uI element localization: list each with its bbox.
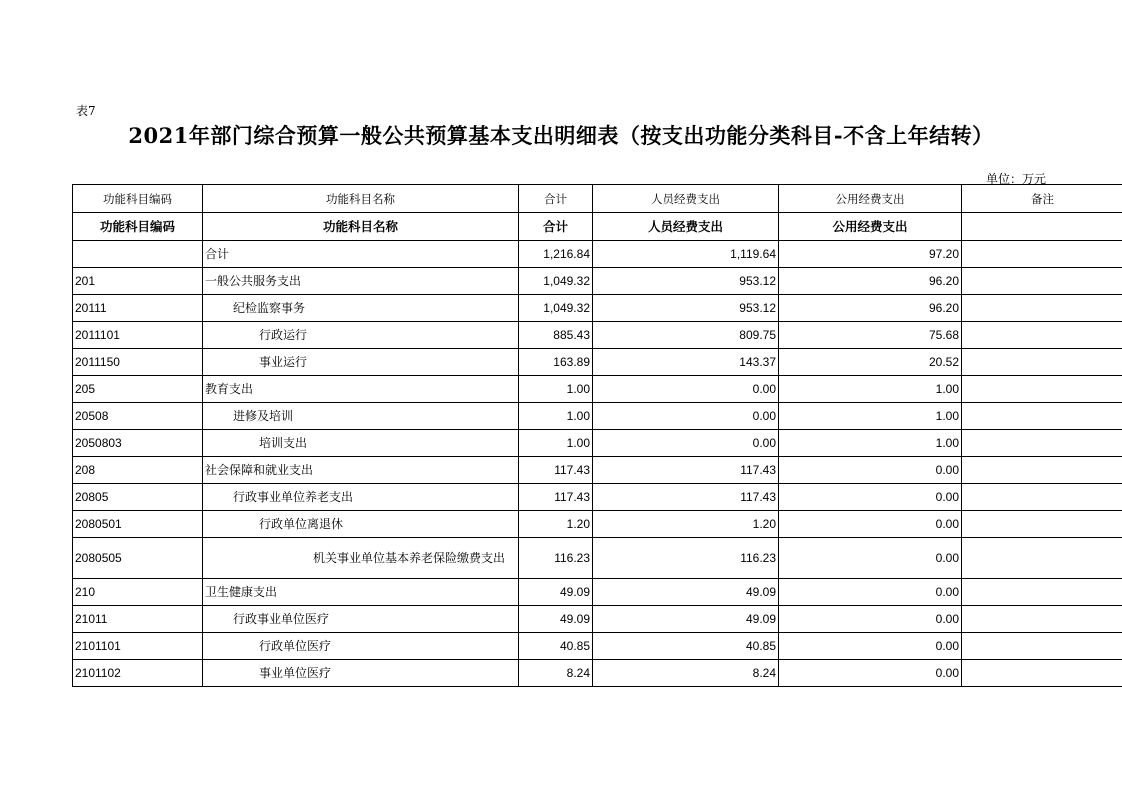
remark-cell (962, 538, 1122, 579)
personnel-cell: 953.12 (593, 295, 779, 322)
header-cell: 合计 (519, 213, 593, 241)
total-cell: 8.24 (519, 660, 593, 687)
header-cell: 功能科目名称 (203, 185, 519, 213)
total-cell: 1.00 (519, 376, 593, 403)
code-cell: 20111 (73, 295, 203, 322)
name-cell: 纪检监察事务 (203, 295, 519, 322)
code-cell: 20805 (73, 484, 203, 511)
code-cell: 2011150 (73, 349, 203, 376)
public-cell: 0.00 (779, 511, 962, 538)
remark-cell (962, 430, 1122, 457)
remark-cell (962, 457, 1122, 484)
remark-cell (962, 322, 1122, 349)
table-row (73, 579, 1122, 606)
personnel-cell: 143.37 (593, 349, 779, 376)
remark-cell (962, 579, 1122, 606)
personnel-cell: 1.20 (593, 511, 779, 538)
public-cell: 1.00 (779, 376, 962, 403)
header-cell: 合计 (519, 185, 593, 213)
name-cell: 行政运行 (203, 322, 519, 349)
table-row (73, 349, 1122, 376)
total-cell: 1,216.84 (519, 241, 593, 268)
total-cell: 1.20 (519, 511, 593, 538)
page-title: 2021年部门综合预算一般公共预算基本支出明细表（按支出功能分类科目-不含上年结转） (128, 123, 994, 148)
total-cell: 885.43 (519, 322, 593, 349)
header-cell: 公用经费支出 (779, 185, 962, 213)
remark-cell (962, 606, 1122, 633)
personnel-cell: 953.12 (593, 268, 779, 295)
code-cell: 208 (73, 457, 203, 484)
table-row (73, 430, 1122, 457)
name-cell: 合计 (203, 241, 519, 268)
personnel-cell: 809.75 (593, 322, 779, 349)
personnel-cell: 40.85 (593, 633, 779, 660)
total-cell: 49.09 (519, 606, 593, 633)
remark-cell (962, 633, 1122, 660)
public-cell: 20.52 (779, 349, 962, 376)
remark-cell (962, 295, 1122, 322)
total-cell: 1,049.32 (519, 268, 593, 295)
total-cell: 116.23 (519, 538, 593, 579)
header-cell: 人员经费支出 (593, 185, 779, 213)
code-cell: 201 (73, 268, 203, 295)
total-cell: 163.89 (519, 349, 593, 376)
name-cell: 进修及培训 (203, 403, 519, 430)
header-row-1 (73, 185, 1122, 213)
total-cell: 117.43 (519, 457, 593, 484)
name-cell: 行政事业单位养老支出 (203, 484, 519, 511)
public-cell: 97.20 (779, 241, 962, 268)
public-cell: 0.00 (779, 660, 962, 687)
total-cell: 1,049.32 (519, 295, 593, 322)
public-cell: 0.00 (779, 633, 962, 660)
table-row (73, 660, 1122, 687)
code-cell: 2011101 (73, 322, 203, 349)
table-row (73, 484, 1122, 511)
name-cell: 事业单位医疗 (203, 660, 519, 687)
table-row (73, 403, 1122, 430)
public-cell: 96.20 (779, 295, 962, 322)
public-cell: 96.20 (779, 268, 962, 295)
public-cell: 0.00 (779, 538, 962, 579)
code-cell: 2080505 (73, 538, 203, 579)
total-cell: 1.00 (519, 430, 593, 457)
table-row (73, 268, 1122, 295)
table-row (73, 457, 1122, 484)
name-cell: 教育支出 (203, 376, 519, 403)
table-row (73, 538, 1122, 579)
table-row (73, 295, 1122, 322)
remark-cell (962, 268, 1122, 295)
public-cell: 0.00 (779, 606, 962, 633)
personnel-cell: 0.00 (593, 376, 779, 403)
total-cell: 1.00 (519, 403, 593, 430)
personnel-cell: 117.43 (593, 457, 779, 484)
header-cell: 功能科目名称 (203, 213, 519, 241)
header-cell (962, 213, 1122, 241)
personnel-cell: 116.23 (593, 538, 779, 579)
name-cell: 事业运行 (203, 349, 519, 376)
code-cell (73, 241, 203, 268)
personnel-cell: 49.09 (593, 579, 779, 606)
remark-cell (962, 376, 1122, 403)
name-cell: 行政事业单位医疗 (203, 606, 519, 633)
name-cell: 一般公共服务支出 (203, 268, 519, 295)
table-row (73, 633, 1122, 660)
code-cell: 2101102 (73, 660, 203, 687)
code-cell: 205 (73, 376, 203, 403)
name-cell: 卫生健康支出 (203, 579, 519, 606)
table-row (73, 376, 1122, 403)
remark-cell (962, 349, 1122, 376)
header-cell: 功能科目编码 (73, 185, 203, 213)
budget-table (72, 184, 1122, 687)
code-cell: 21011 (73, 606, 203, 633)
name-cell: 行政单位离退休 (203, 511, 519, 538)
table-row (73, 241, 1122, 268)
total-cell: 40.85 (519, 633, 593, 660)
name-cell: 培训支出 (203, 430, 519, 457)
code-cell: 2101101 (73, 633, 203, 660)
remark-cell (962, 241, 1122, 268)
header-cell: 公用经费支出 (779, 213, 962, 241)
name-cell: 社会保障和就业支出 (203, 457, 519, 484)
personnel-cell: 0.00 (593, 430, 779, 457)
public-cell: 1.00 (779, 403, 962, 430)
header-cell: 备注 (962, 185, 1122, 213)
remark-cell (962, 484, 1122, 511)
personnel-cell: 1,119.64 (593, 241, 779, 268)
public-cell: 75.68 (779, 322, 962, 349)
code-cell: 210 (73, 579, 203, 606)
code-cell: 2050803 (73, 430, 203, 457)
table-row (73, 606, 1122, 633)
public-cell: 0.00 (779, 457, 962, 484)
personnel-cell: 8.24 (593, 660, 779, 687)
total-cell: 117.43 (519, 484, 593, 511)
unit-label: 单位：万元 (985, 172, 1046, 186)
name-cell: 行政单位医疗 (203, 633, 519, 660)
public-cell: 0.00 (779, 484, 962, 511)
personnel-cell: 0.00 (593, 403, 779, 430)
personnel-cell: 49.09 (593, 606, 779, 633)
table-row (73, 322, 1122, 349)
personnel-cell: 117.43 (593, 484, 779, 511)
remark-cell (962, 511, 1122, 538)
remark-cell (962, 660, 1122, 687)
total-cell: 49.09 (519, 579, 593, 606)
code-cell: 20508 (73, 403, 203, 430)
public-cell: 1.00 (779, 430, 962, 457)
name-cell: 机关事业单位基本养老保险缴费支出 (203, 538, 519, 579)
remark-cell (962, 403, 1122, 430)
table-row (73, 511, 1122, 538)
table-number: 表7 (76, 104, 96, 118)
header-cell: 功能科目编码 (73, 213, 203, 241)
code-cell: 2080501 (73, 511, 203, 538)
header-cell: 人员经费支出 (593, 213, 779, 241)
header-row-2 (73, 213, 1122, 241)
public-cell: 0.00 (779, 579, 962, 606)
